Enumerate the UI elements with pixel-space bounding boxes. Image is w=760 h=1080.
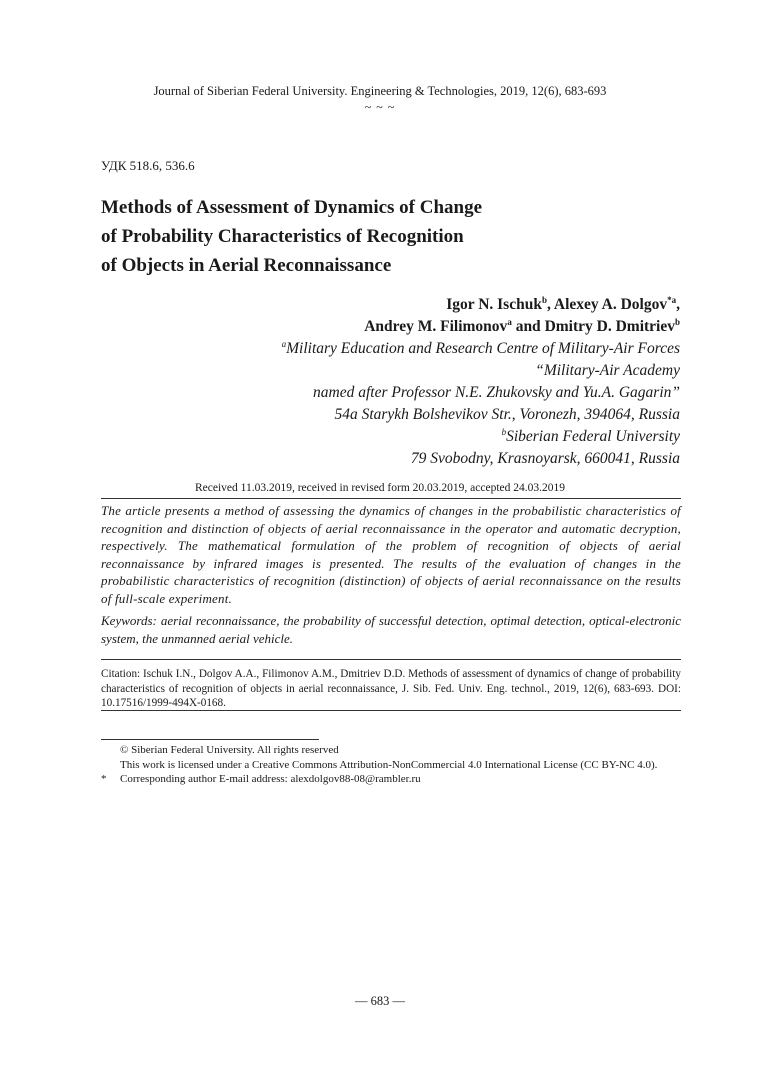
keywords: Keywords: aerial reconnaissance, the probability of successful detection, optimal detection, optical-electronic system, the unmanned aerial vehicle. bbox=[101, 613, 681, 646]
affiliations bbox=[282, 338, 680, 470]
author-conjunction: and bbox=[511, 318, 545, 335]
divider bbox=[101, 659, 681, 660]
affiliation-mark: b bbox=[541, 294, 547, 305]
footnotes bbox=[101, 743, 691, 787]
corresponding-author: Corresponding author E-mail address: alexdolgov88-08@rambler.ru bbox=[120, 773, 421, 785]
author-name: Andrey M. Filimonov bbox=[364, 318, 508, 335]
page-number: — 683 — bbox=[355, 994, 405, 1008]
footnote-license: This work is licensed under a Creative Commons Attribution-NonCommercial 4.0 International License (CC BY-NC 4.0). bbox=[120, 758, 658, 771]
author-name: Dmitry D. Dmitriev bbox=[544, 318, 675, 335]
affiliation-mark: b bbox=[674, 316, 680, 327]
affiliation-line: $^b$Siberian Federal University bbox=[501, 426, 680, 445]
abstract: The article presents a method of assessing the dynamics of changes in the probabilistic characteristics of recognition and distinction of objects of aerial reconnaissance in the operator and automatic decryption, respectively. The mathematical formulation of the problem of recognition of objects of aerial reconnaissance by infrared images is presented. The results of the evaluation of changes in the probabilistic characteristics of recognition (distinction) of objects of aerial reconnaissance on the results of full-scale experiment. bbox=[101, 503, 681, 606]
affiliation-line: 54a Starykh Bolshevikov Str., Voronezh, 394064, Russia bbox=[334, 406, 680, 423]
paper-title bbox=[101, 193, 581, 280]
author-name: Igor N. Ischuk bbox=[446, 296, 542, 313]
affiliation-line: $^a$Military Education and Research Centre of Military-Air Forces bbox=[281, 338, 680, 357]
header-separator: ~ ~ ~ bbox=[364, 100, 396, 114]
udk-code: УДК 518.6, 536.6 bbox=[101, 158, 195, 173]
title-line: of Probability Characteristics of Recognition bbox=[101, 226, 464, 247]
affiliation-mark: b bbox=[501, 426, 507, 437]
citation: Citation: Ischuk I.N., Dolgov A.A., Filimonov A.M., Dmitriev D.D. Methods of assessment of dynamics of change of probability characteristics of recognition of objects in aerial reconnaissance, J. Sib. Fed. Univ. Eng. technol., 2019, 12(6), 683-693. DOI: 10.17516/1999-494X-0168. bbox=[101, 668, 681, 709]
author-list bbox=[364, 294, 680, 338]
divider bbox=[101, 498, 681, 499]
received-dates: Received 11.03.2019, received in revised form 20.03.2019, accepted 24.03.2019 bbox=[194, 482, 566, 494]
footnote-star: * bbox=[101, 773, 107, 785]
divider bbox=[101, 710, 681, 711]
author-line bbox=[364, 316, 680, 338]
affiliation-mark: a bbox=[507, 316, 512, 327]
footnote-corresponding bbox=[101, 772, 691, 787]
title-line: Methods of Assessment of Dynamics of Change bbox=[101, 197, 483, 218]
author-separator: , bbox=[676, 296, 680, 313]
affiliation-line: “Military-Air Academy bbox=[535, 362, 680, 379]
affiliation-mark: a bbox=[281, 338, 287, 349]
author-line bbox=[364, 294, 680, 316]
footnote-rule bbox=[101, 739, 319, 740]
journal-header: Journal of Siberian Federal University. Engineering & Technologies, 2019, 12(6), 683-693 bbox=[153, 84, 607, 98]
affiliation-line: named after Professor N.E. Zhukovsky and Yu.A. Gagarin” bbox=[313, 384, 680, 401]
author-separator: , bbox=[546, 296, 554, 313]
title-line: of Objects in Aerial Reconnaissance bbox=[101, 255, 392, 276]
footnote-copyright: © Siberian Federal University. All rights reserved bbox=[120, 744, 339, 756]
author-name: Alexey A. Dolgov bbox=[553, 296, 668, 313]
affiliation-line: 79 Svobodny, Krasnoyarsk, 660041, Russia bbox=[410, 450, 680, 467]
affiliation-mark: *a bbox=[667, 294, 677, 305]
